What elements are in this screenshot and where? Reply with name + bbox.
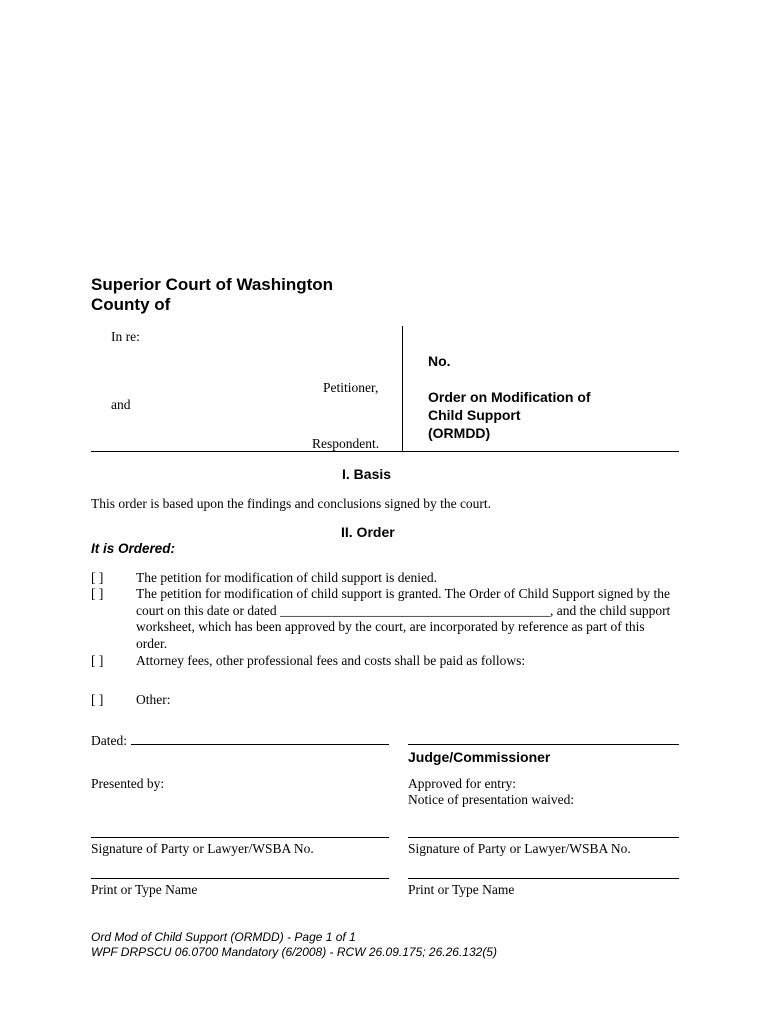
document-title <box>428 388 591 442</box>
respondent-label: Respondent. <box>312 436 380 451</box>
right-print-name-label: Print or Type Name <box>408 882 515 897</box>
right-signature-line[interactable] <box>408 837 679 838</box>
granted-line-1: The petition for modification of child support is granted. The Order of Child Support signed by the <box>136 586 671 601</box>
judge-signature-line[interactable] <box>408 744 679 745</box>
checkbox-other[interactable]: [ ] <box>91 692 104 707</box>
title-line-3: (ORMDD) <box>428 425 491 441</box>
order-item-other: Other: <box>136 692 171 707</box>
left-print-name-line[interactable] <box>91 878 389 879</box>
granted-line-4: order. <box>136 635 168 651</box>
approved-label: Approved for entry: <box>408 776 516 791</box>
checkbox-granted[interactable]: [ ] <box>91 586 104 601</box>
dated-label: Dated: <box>91 733 127 748</box>
dated-line[interactable] <box>131 744 389 745</box>
court-title <box>91 275 333 315</box>
petitioner-label: Petitioner, <box>323 380 379 395</box>
in-re-label: In re: <box>111 329 140 344</box>
and-label: and <box>111 397 131 412</box>
right-print-name-line[interactable] <box>408 878 679 879</box>
checkbox-fees[interactable]: [ ] <box>91 653 104 668</box>
county-label: County of <box>91 295 171 314</box>
order-item-denied: The petition for modification of child support is denied. <box>136 570 438 585</box>
notice-label: Notice of presentation waived: <box>408 792 575 807</box>
left-print-name-label: Print or Type Name <box>91 882 198 897</box>
caption-divider <box>402 326 403 452</box>
order-item-granted <box>136 586 670 652</box>
judge-label: Judge/Commissioner <box>408 749 551 765</box>
basis-text: This order is based upon the findings and conclusions signed by the court. <box>91 496 492 511</box>
caption-bottom-rule <box>91 451 679 452</box>
left-signature-line[interactable] <box>91 837 389 838</box>
order-item-fees: Attorney fees, other professional fees and costs shall be paid as follows: <box>136 653 526 668</box>
title-line-2: Child Support <box>428 407 521 423</box>
footer-line-1: Ord Mod of Child Support (ORMDD) - Page 1 of 1 <box>91 930 356 944</box>
basis-heading: I. Basis <box>342 466 392 482</box>
it-is-ordered-label: It is Ordered: <box>91 541 176 556</box>
left-signature-label: Signature of Party or Lawyer/WSBA No. <box>91 841 314 856</box>
right-signature-label: Signature of Party or Lawyer/WSBA No. <box>408 841 631 856</box>
page-footer <box>91 930 497 960</box>
case-number-label: No. <box>428 353 451 369</box>
court-name: Superior Court of Washington <box>91 275 334 294</box>
title-line-1: Order on Modification of <box>428 389 591 405</box>
order-heading: II. Order <box>341 524 395 540</box>
granted-line-3: worksheet, which has been approved by the court, are incorporated by reference as part of this <box>136 619 645 634</box>
footer-line-2: WPF DRPSCU 06.0700 Mandatory (6/2008) - RCW 26.09.175; 26.26.132(5) <box>91 945 497 959</box>
presented-by-label: Presented by: <box>91 776 165 791</box>
granted-line-2: court on this date or dated ________________________________________, and the child support <box>136 602 671 618</box>
checkbox-denied[interactable]: [ ] <box>91 570 104 585</box>
